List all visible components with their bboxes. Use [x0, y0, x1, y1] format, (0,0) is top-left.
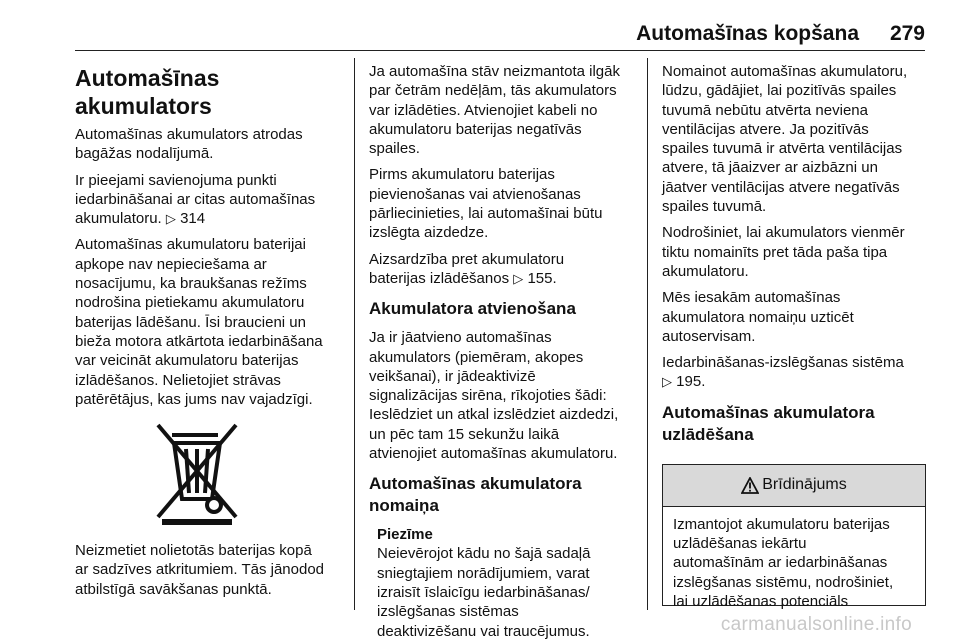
paragraph-with-ref: Aizsardzība pret akumulatoru baterijas izlādēšanos ▷ 155.: [369, 250, 565, 287]
warning-box: [662, 464, 926, 610]
reference-arrow-icon: ▷: [513, 270, 524, 286]
reference-arrow-icon: ▷: [165, 211, 176, 227]
paragraph: Ja automašīna stāv neizmantota ilgāk par četrām nedēļām, tās akumulators var izlādēties. Atvienojiet kabeli no akumulatoru baterijas negatīvās spailes.: [369, 63, 620, 158]
header-title: Automašīnas kopšana: [636, 22, 859, 45]
paragraph: Neizmetiet nolietotās baterijas kopā ar sadzīves atkritumiem. Tās jānodod atbilstīgā savākšanas punktā.: [75, 542, 325, 598]
page-ref-link[interactable]: 195.: [676, 373, 706, 391]
warning-body: Izmantojot akumulatoru baterijas uzlādēšanas iekārtu automašīnām ar iedarbināšanas izslēgšanas sistēmu, nodrošiniet, lai uzlādēšanas potenciāls: [673, 515, 894, 610]
paragraph: Pirms akumulatoru baterijas pievienošanas vai atvienošanas pārliecinieties, lai automašīnai būtu izslēgta aizdedze.: [369, 166, 603, 242]
paragraph: Ja ir jāatvieno automašīnas akumulators (piemēram, akopes veikšanai), ir jādeaktivizē signalizācijas sirēna, rīkojoties šādi: Ieslēdziet un atkal izslēdziet aizdedzi, un pēc tam 15 sekunžu laikā atvienojiet automašīnas akumulatoru.: [369, 329, 619, 463]
watermark: carmanualsonline.info: [720, 614, 912, 635]
crossed-wheelie-bin-icon: [152, 421, 242, 527]
column-1: [75, 62, 345, 606]
column-3: [662, 62, 926, 610]
page-number: 279: [889, 22, 925, 45]
section-heading-battery: Automašīnas akumulators: [75, 65, 220, 119]
section-heading-disconnect: Akumulatora atvienošana: [369, 299, 576, 319]
column-divider-2: [647, 58, 648, 610]
paragraph: Nomainot automašīnas akumulatoru, lūdzu, gādājiet, lai pozitīvās spailes tuvumā nebūtu atvērta neviena ventilācijas atvere. Ja pozitīvās spailes tuvumā ir atvērta ventilācijas atvere, tā jāaizver ar aizbāzni un jāatver ventilācijas atvere negatīvās spailes tuvumā.: [662, 63, 908, 216]
header-rule: [75, 50, 925, 51]
paragraph-with-ref: Ir pieejami savienojuma punkti iedarbināšanai ar citas automašīnas akumulatoru. ▷ 314: [75, 171, 316, 228]
paragraph: Mēs iesakām automašīnas akumulatora nomaiņu uzticēt autoservisam.: [662, 289, 854, 345]
warning-header: [663, 465, 925, 507]
warning-title: Brīdinājums: [762, 476, 847, 494]
paragraph: Automašīnas akumulatoru baterijai apkope nav nepieciešama ar nosacījumu, ka braukšanas režīms nodrošina pietiekamu akumulatoru baterijas lādēšanu. Īsi braucieni un bieža motora atkārtota iedarbināšana var veicināt akumulatoru baterijas izlādēšanos. Nelietojiet strāvas patērētājus, kas jums nav vajadzīgi.: [75, 236, 323, 408]
paragraph: Automašīnas akumulators atrodas bagāžas nodalījumā.: [75, 126, 303, 163]
reference-arrow-icon: ▷: [662, 374, 672, 390]
column-divider-1: [354, 58, 355, 610]
note-body: Neievērojot kādu no šajā sadaļā sniegtajiem norādījumiem, varat izraisīt īslaicīgu iedarbināšanas/ izslēgšanas sistēmas deaktivizēšanu vai traucējumus.: [377, 545, 591, 640]
paragraph-with-ref: Iedarbināšanas-izslēgšanas sistēma ▷ 195.: [662, 354, 904, 391]
page-ref-link[interactable]: 155.: [527, 269, 557, 287]
warning-triangle-icon: [741, 477, 759, 494]
page-header: [75, 22, 925, 50]
note-title: Piezīme: [377, 526, 433, 544]
section-heading-charging: Automašīnas akumulatora uzlādēšana: [662, 402, 875, 444]
note-block: [369, 525, 635, 640]
column-2: [369, 62, 635, 641]
section-heading-replacement: Automašīnas akumulatora nomaiņa: [369, 474, 582, 516]
page-ref-link[interactable]: 314: [180, 210, 206, 228]
paragraph: Nodrošiniet, lai akumulators vienmēr tiktu nomainīts pret tāda paša tipa akumulatoru.: [662, 224, 905, 280]
